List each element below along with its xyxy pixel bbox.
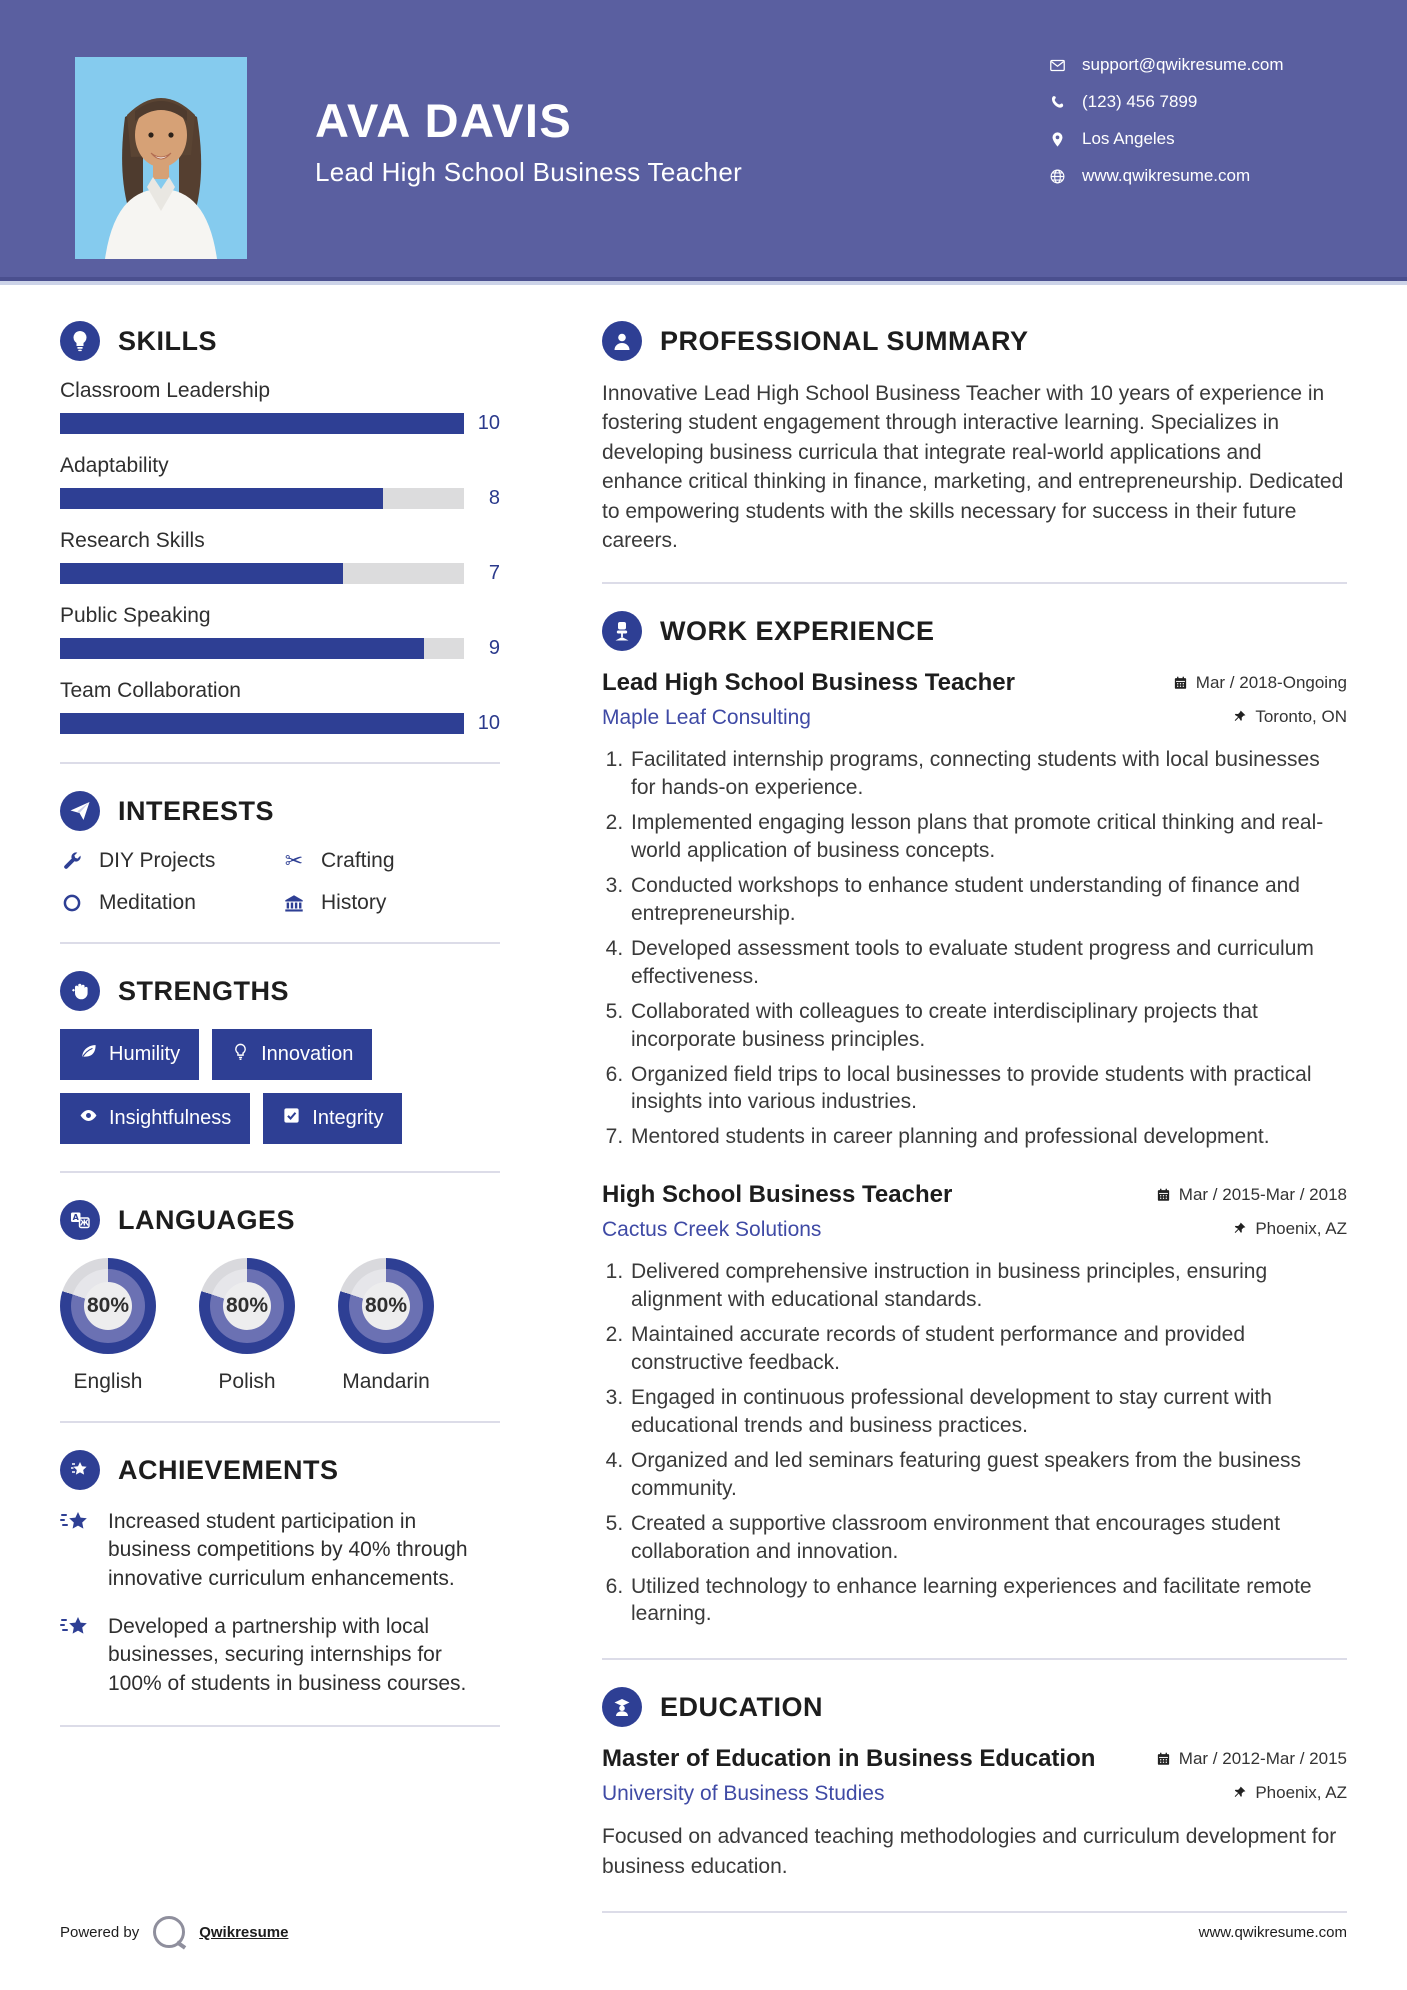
person-title: Lead High School Business Teacher [315,157,743,188]
header-band [0,0,1407,281]
languages-row [60,1258,500,1394]
strengths-heading: STRENGTHS [118,975,290,1006]
interest-item [60,849,282,873]
person-name: AVA DAVIS [315,94,573,147]
language-donut [338,1258,434,1354]
circle-icon [60,891,84,915]
language-item [60,1258,156,1394]
pushpin-icon [1232,1221,1247,1236]
skill-value: 10 [477,412,500,434]
shooting-star-icon [60,1615,92,1641]
contact-website-text: www.qwikresume.com [1082,166,1251,185]
language-label: Mandarin [342,1370,430,1393]
interest-label: Meditation [99,891,196,914]
job-dates-text: Mar / 2018-Ongoing [1195,672,1347,692]
job-location-text: Phoenix, AZ [1255,1218,1347,1238]
language-label: English [73,1370,143,1393]
job-location [1232,707,1347,727]
section-divider [602,1911,1347,1913]
skill-bar-track [60,488,464,509]
job-bullet: 5. Created a supportive classroom environment that encourages student collaboration and innovation. [629,1510,1347,1566]
powered-by-text: Powered by [60,1923,140,1941]
contact-website [1049,166,1345,186]
education-description: Focused on advanced teaching methodologies and curriculum development for business education. [602,1825,1337,1878]
job-bullet-list [602,1258,1347,1628]
profile-photo-illustration [75,57,247,259]
job-entry [602,669,1347,1151]
lightbulb-icon [60,321,100,361]
calendar-icon [1156,1187,1171,1202]
skill-row [60,454,500,510]
resume-body [0,281,1407,1940]
contact-location-text: Los Angeles [1082,129,1175,148]
school-link[interactable]: University of Business Studies [602,1782,885,1806]
language-donut [199,1258,295,1354]
skill-row [60,529,500,585]
email-icon [1049,57,1066,74]
eye-icon [79,1106,98,1131]
section-divider [60,762,500,764]
profile-photo [75,57,247,259]
education-heading: EDUCATION [660,1691,823,1722]
job-bullet: 3. Engaged in continuous professional development to stay current with educational trends and business practices. [629,1384,1347,1440]
job-bullet: 1. Facilitated internship programs, connecting students with local businesses for hands-on experience. [629,746,1347,802]
achievement-text: Developed a partnership with local businesses, securing internships for 100% of students in business courses. [108,1615,467,1695]
skill-bar-fill [60,488,383,509]
qwikresume-logo-icon [153,1916,185,1948]
job-title: High School Business Teacher [602,1181,953,1209]
interest-item [282,849,500,873]
interests-grid [60,849,500,915]
job-bullet: 4. Organized and led seminars featuring guest speakers from the business community. [629,1447,1347,1503]
achievement-text: Increased student participation in business competitions by 40% through innovative curriculum enhancements. [108,1510,468,1590]
identity-block [315,96,742,188]
section-divider [60,942,500,944]
languages-heading: LANGUAGES [118,1204,296,1235]
svg-text:Ж: Ж [79,1218,89,1228]
calendar-icon [1156,1751,1171,1766]
skill-row [60,679,500,735]
section-divider [60,1725,500,1727]
skill-bar-fill [60,713,464,734]
skills-heading: SKILLS [118,325,218,356]
interest-label: Crafting [321,849,395,872]
scissors-icon: ✂ [284,848,304,873]
strength-label: Insightfulness [109,1107,232,1129]
degree-title: Master of Education in Business Education [602,1745,1096,1773]
skill-bar-fill [60,638,424,659]
contact-phone [1049,92,1345,112]
job-dates-text: Mar / 2015-Mar / 2018 [1178,1184,1347,1204]
pushpin-icon [1232,709,1247,724]
skill-value: 8 [488,487,500,509]
achievements-heading: ACHIEVEMENTS [118,1454,339,1485]
page-footer [60,1916,1347,1948]
skill-value: 10 [477,712,500,734]
skill-value: 9 [488,637,500,659]
contact-email [1049,55,1345,75]
interests-heading: INTERESTS [118,795,275,826]
leaf-icon [79,1042,98,1067]
job-location [1232,1219,1347,1239]
achievement-item [60,1508,500,1593]
job-bullet: 4. Developed assessment tools to evaluate student progress and curriculum effectiveness. [629,935,1347,991]
section-divider [602,1658,1347,1660]
strength-label: Humility [109,1043,181,1065]
interests-section-header [60,791,500,831]
skill-bar-fill [60,413,464,434]
skill-label: Research Skills [60,529,205,552]
job-bullet: 7. Mentored students in career planning and professional development. [629,1123,1347,1151]
education-location-text: Phoenix, AZ [1255,1782,1347,1802]
education-entry [602,1745,1347,1881]
person-icon [602,321,642,361]
job-bullet: 6. Utilized technology to enhance learning experiences and facilitate remote learning. [629,1573,1347,1629]
calendar-icon [1173,675,1188,690]
strengths-section-header [60,971,500,1011]
skill-row [60,604,500,660]
language-percent: 80% [223,1282,271,1330]
contact-location [1049,129,1345,149]
summary-text: Innovative Lead High School Business Teacher with 10 years of experience in fostering student engagement through interactive learning. Specializes in developing business curricula that integrate real-world applications and enhance critical thinking in finance, marketing, and entrepreneurship. Dedicated to empowering students with the skills necessary for success in their future careers. [602,382,1344,552]
phone-icon [1049,94,1066,111]
job-dates [1156,1185,1347,1205]
achievements-section-header [60,1450,500,1490]
language-item [199,1258,295,1394]
section-divider [60,1421,500,1423]
education-dates-text: Mar / 2012-Mar / 2015 [1178,1748,1347,1768]
interest-label: History [321,891,387,914]
section-divider [60,1171,500,1173]
skill-bar-track [60,713,464,734]
job-location-text: Toronto, ON [1255,706,1347,726]
translate-icon [60,1200,100,1240]
job-bullet: 2. Maintained accurate records of student performance and provided constructive feedback. [629,1321,1347,1377]
fist-icon [60,971,100,1011]
bulb-icon [231,1042,250,1067]
location-icon [1049,131,1066,148]
skill-bar-track [60,638,464,659]
contact-email-text: support@qwikresume.com [1082,55,1284,74]
check-square-icon [282,1106,301,1131]
job-title: Lead High School Business Teacher [602,669,1015,697]
medal-star-icon [60,1450,100,1490]
job-dates [1173,673,1347,693]
powered-by [60,1916,288,1948]
footer-website: www.qwikresume.com [1198,1923,1347,1941]
company-link[interactable]: Maple Leaf Consulting [602,706,811,730]
achievement-item [60,1613,500,1698]
graduate-icon [602,1687,642,1727]
strength-label: Integrity [312,1107,384,1129]
wrench-icon [60,849,84,873]
job-bullet: 5. Collaborated with colleagues to create interdisciplinary projects that incorporate business principles. [629,998,1347,1054]
strength-badges [60,1029,500,1144]
skill-label: Public Speaking [60,604,211,627]
left-column [60,321,500,1940]
summary-heading: PROFESSIONAL SUMMARY [660,325,1029,356]
section-divider [602,582,1347,584]
skill-bar-fill [60,563,343,584]
qwikresume-link[interactable]: Qwikresume [199,1923,289,1941]
skill-row [60,379,500,435]
globe-icon [1049,168,1066,185]
job-entry [602,1181,1347,1628]
skill-bar-track [60,563,464,584]
summary-section-header [602,321,1347,361]
interest-item [60,891,282,915]
education-section-header [602,1687,1347,1727]
bank-icon [282,891,306,915]
interest-label: DIY Projects [99,849,216,872]
office-chair-icon [602,611,642,651]
language-percent: 80% [84,1282,132,1330]
language-label: Polish [218,1370,276,1393]
experience-section-header [602,611,1347,651]
pushpin-icon [1232,1785,1247,1800]
education-dates [1156,1749,1347,1769]
strength-badge [60,1093,250,1144]
shooting-star-icon [60,1510,92,1536]
job-bullet: 3. Conducted workshops to enhance student understanding of finance and entrepreneurship. [629,872,1347,928]
strength-badge [263,1093,402,1144]
language-percent: 80% [362,1282,410,1330]
company-link[interactable]: Cactus Creek Solutions [602,1218,822,1242]
skill-value: 7 [488,562,500,584]
paper-plane-icon [60,791,100,831]
skill-bar-track [60,413,464,434]
contact-block [1049,55,1345,203]
job-bullet: 6. Organized field trips to local businesses to provide students with practical insights into various industries. [629,1061,1347,1117]
skill-label: Team Collaboration [60,679,241,702]
contact-phone-text: (123) 456 7899 [1082,92,1198,111]
language-donut [60,1258,156,1354]
svg-text:A: A [72,1213,79,1222]
strength-badge [212,1029,372,1080]
skill-label: Classroom Leadership [60,379,271,402]
interest-item [282,891,500,915]
job-bullet: 2. Implemented engaging lesson plans that promote critical thinking and real-world application of business concepts. [629,809,1347,865]
job-bullet: 1. Delivered comprehensive instruction in business principles, ensuring alignment with educational standards. [629,1258,1347,1314]
experience-heading: WORK EXPERIENCE [660,615,935,646]
right-column [602,321,1347,1940]
skill-label: Adaptability [60,454,169,477]
skills-section-header [60,321,500,361]
language-item [338,1258,434,1394]
job-bullet-list [602,746,1347,1151]
languages-section-header [60,1200,500,1240]
strength-badge [60,1029,199,1080]
strength-label: Innovation [261,1043,354,1065]
education-location [1232,1783,1347,1803]
